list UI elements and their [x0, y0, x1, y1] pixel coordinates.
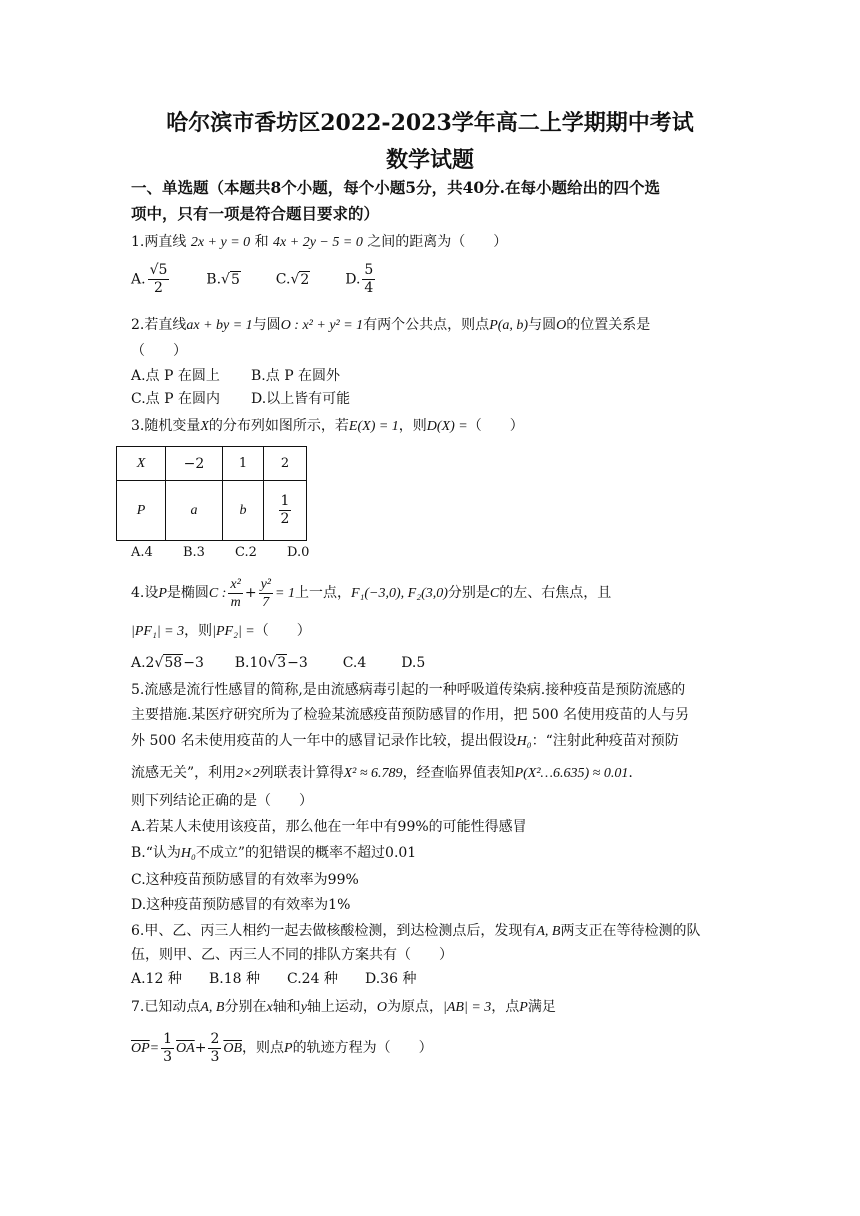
q3-text: 3.随机变量: [131, 418, 201, 434]
q7-text: 7.已知动点: [131, 999, 201, 1015]
fraction-numerator: 1: [280, 493, 290, 509]
q4-line2: [131, 621, 311, 642]
q5-text: 流感无关”，利用: [131, 765, 237, 781]
q4-text: 4.设: [131, 585, 159, 601]
q7-vector-ob: $\overline{OB}$: [223, 1041, 243, 1056]
q4-ellipse-name: C :: [208, 586, 227, 601]
q7-text: 满足: [527, 999, 556, 1015]
q7-text: 轴和: [272, 999, 301, 1015]
q4-choice-a-radicand: 58: [164, 655, 183, 671]
q5-probability: P(X²…6.635) ≈ 0.01: [514, 766, 629, 781]
q4-text: ，则: [184, 623, 213, 639]
q4-choice-b-radicand: 3: [277, 655, 287, 671]
q5-hypothesis: H₀: [180, 846, 196, 861]
q1-choice-b-radicand: 5: [230, 271, 240, 288]
q1-prefix: 1.两直线: [131, 234, 187, 250]
q7-equals: =: [149, 1041, 160, 1056]
q7-y-axis: y: [300, 1000, 307, 1015]
table-row: [117, 481, 307, 541]
q7-point: P: [519, 1000, 528, 1015]
q5-chi-square: X² ≈ 6.789: [343, 766, 403, 781]
q4-choice-a-suffix: −3: [183, 655, 204, 671]
q7-fraction-1: [161, 1031, 174, 1066]
q6-choice-c: C.24 种: [287, 971, 338, 987]
q1-question-text: 之间的距离为（ ）: [367, 234, 508, 250]
q2-choice-a: A.点 P 在圆上: [131, 368, 220, 384]
page-subtitle: 数学试题: [385, 147, 474, 173]
q3-variable: X: [200, 419, 209, 434]
table-cell: a: [166, 481, 223, 541]
q5-table-size: 2×2: [236, 766, 260, 781]
q4-choice-d: D.5: [401, 655, 426, 671]
q5-choice-a: A.若某人未使用该疫苗，那么他在一年中有99%的可能性得感冒: [131, 819, 527, 835]
q5-choice-c: C.这种疫苗预防感冒的有效率为99%: [131, 872, 359, 888]
q4-equals: = 1: [275, 586, 295, 601]
q7-text: ，则点: [242, 1040, 285, 1056]
sqrt-icon: √: [154, 655, 164, 671]
table-cell: −2: [166, 447, 223, 481]
table-cell: b: [223, 481, 264, 541]
fraction-numerator: 1: [163, 1030, 173, 1047]
q3-choice-a: A.4: [131, 545, 153, 560]
q5-line5: 则下列结论正确的是（ ）: [131, 793, 313, 809]
q5-line3: [131, 731, 679, 752]
fraction-denominator: 7: [262, 594, 270, 610]
q1-choice-c-radicand: 2: [300, 271, 310, 288]
q5-choice-d: D.这种疫苗预防感冒的有效率为1%: [131, 897, 351, 913]
q5-text: 不成立”的犯错误的概率不超过0.01: [195, 845, 417, 861]
question-3: [131, 416, 524, 437]
q3-choice-d: D.0: [287, 545, 310, 560]
q6-queues: A, B: [536, 924, 561, 939]
question-4: [131, 575, 611, 612]
q7-text: 为原点，: [387, 999, 444, 1015]
q6-choices: [131, 969, 416, 989]
fraction-denominator: 4: [364, 280, 374, 296]
q3-text: ，则: [398, 418, 427, 434]
q7-line1: [131, 997, 556, 1018]
q7-vector-oa: $\overline{OA}$: [176, 1041, 195, 1056]
q1-choice-c-label: C.: [275, 271, 291, 288]
table-cell: P: [117, 481, 166, 541]
q2-text: 与圆: [252, 317, 281, 333]
q1-conjunction: 和: [254, 234, 269, 250]
q2-paren: （ ）: [131, 343, 187, 359]
q2-text: 2.若直线: [131, 317, 187, 333]
q4-choice-a: A.2: [131, 655, 155, 671]
q2-choice-b: B.点 P 在圆外: [251, 368, 341, 384]
fraction-denominator: 2: [280, 511, 290, 527]
q5-text: .: [628, 765, 633, 781]
fraction-denominator: 2: [154, 280, 163, 296]
q5-hypothesis: H₀: [516, 734, 532, 749]
q2-choices-row1: [131, 366, 340, 386]
q1-choice-a-fraction: [148, 262, 170, 297]
q7-origin: O: [376, 1000, 388, 1015]
question-1: [131, 232, 507, 253]
q4-foci: F₁(−3,0), F₂(3,0): [350, 586, 448, 601]
table-cell: 1: [223, 447, 264, 481]
q4-choice-b-suffix: −3: [287, 655, 308, 671]
q1-line1-equation: 2x + y = 0: [190, 235, 251, 250]
q4-pf2: |PF₂| =: [212, 624, 255, 639]
q5-text: B.“认为: [131, 845, 181, 861]
q2-choice-d: D.以上皆有可能: [251, 391, 351, 407]
q5-text: 外 500 名未使用疫苗的人一年中的感冒记录作比较，提出假设: [131, 733, 517, 749]
q3-choice-b: B.3: [183, 545, 205, 560]
q7-line2: [131, 1030, 433, 1067]
q1-choices: [131, 262, 377, 297]
q7-vector-op: $\overline{OP}$: [131, 1041, 150, 1056]
q1-choice-d-fraction: [362, 262, 375, 297]
q5-text: ：“注射此种疫苗对预防: [531, 733, 679, 749]
q2-text: 有两个公共点，则点: [363, 317, 490, 333]
q7-x-axis: x: [266, 1000, 273, 1015]
q3-choice-c: C.2: [235, 545, 257, 560]
fraction-numerator: 5: [364, 262, 374, 278]
q6-line1: [131, 921, 700, 942]
q2-text: 的位置关系是: [566, 317, 651, 333]
q4-choices: [131, 653, 425, 673]
q5-text: ，经查临界值表知: [402, 765, 515, 781]
fraction-numerator: x²: [230, 576, 241, 592]
q7-ab-length: |AB| = 3: [443, 1000, 492, 1015]
q4-pf1: |PF₁| = 3: [131, 624, 185, 639]
q5-line4: [131, 763, 633, 784]
q4-choice-c: C.4: [342, 655, 367, 671]
distribution-table: [116, 446, 307, 541]
q7-fraction-2: [208, 1031, 221, 1066]
q7-text: 分别在: [224, 999, 267, 1015]
table-row: [117, 447, 307, 481]
q2-circle-name: O: [556, 318, 567, 333]
q2-choices-row2: [131, 389, 350, 409]
page-title: 哈尔滨市香坊区2022-2023学年高二上学期期中考试: [166, 110, 694, 136]
q4-fraction-y: [259, 576, 273, 611]
q7-text: ，点: [491, 999, 520, 1015]
q2-circle-equation: O : x² + y² = 1: [280, 318, 364, 333]
q6-text: 两支正在等待检测的队: [560, 923, 701, 939]
q3-text: 的分布列如图所示，若: [208, 418, 349, 434]
q3-paren: （ ）: [467, 418, 524, 434]
q4-fraction-x: [228, 576, 242, 611]
q4-text: 分别是: [447, 585, 490, 601]
q5-line1: 5.流感是流行性感冒的简称,是由流感病毒引起的一种呼吸道传染病.接种疫苗是预防流感的: [131, 682, 686, 698]
q3-expectation: E(X) = 1: [348, 419, 399, 434]
fraction-denominator: 3: [163, 1048, 173, 1065]
question-2: [131, 315, 650, 336]
q3-choices: [131, 543, 309, 563]
q7-points: A, B: [200, 1000, 225, 1015]
q6-text: 6.甲、乙、丙三人相约一起去做核酸检测，到达检测点后，发现有: [131, 923, 537, 939]
q4-point: P: [158, 586, 167, 601]
fraction-numerator: y²: [260, 576, 271, 592]
q6-line2: 伍，则甲、乙、丙三人不同的排队方案共有（ ）: [131, 947, 453, 963]
q2-choice-c: C.点 P 在圆内: [131, 391, 220, 407]
q1-line2-equation: 4x + 2y − 5 = 0: [273, 235, 363, 250]
section-heading-line1: 一、单选题（本题共8个小题，每个小题5分，共40分.在每小题给出的四个选: [131, 178, 661, 197]
q5-line2: 主要措施.某医疗研究所为了检验某流感疫苗预防感冒的作用，把 500 名使用疫苗的人与另: [131, 707, 690, 723]
table-cell: 2: [264, 447, 307, 481]
q5-choice-b: [131, 843, 416, 864]
sqrt-icon: √: [290, 271, 300, 288]
sqrt-icon: √: [221, 271, 230, 288]
fraction-numerator: 2: [210, 1030, 220, 1047]
q1-choice-d-label: D.: [345, 271, 361, 288]
q4-text: 是椭圆: [166, 585, 209, 601]
q2-line-equation: ax + by = 1: [186, 318, 253, 333]
table-cell: X: [117, 447, 166, 481]
q7-text: 轴上运动，: [306, 999, 377, 1015]
q1-choice-a-label: A.: [131, 271, 146, 288]
q4-choice-b: B.10: [234, 655, 268, 671]
q6-choice-a: A.12 种: [131, 971, 182, 987]
q6-choice-b: B.18 种: [209, 971, 261, 987]
q7-point: P: [284, 1041, 293, 1056]
q3-variance: D(X) =: [426, 419, 468, 434]
q4-text: 的左、右焦点，且: [499, 585, 612, 601]
q2-point: P(a, b): [489, 318, 529, 333]
q1-choice-b-label: B.: [206, 271, 222, 288]
fraction-numerator: √5: [149, 262, 168, 278]
q4-ellipse-ref: C: [489, 586, 500, 601]
table-cell: [264, 481, 307, 541]
section-heading-line2: 项中，只有一项是符合题目要求的）: [131, 204, 380, 223]
q4-text: 上一点，: [294, 585, 351, 601]
q4-plus: +: [244, 585, 257, 601]
q5-text: 列联表计算得: [259, 765, 344, 781]
q7-text: 的轨迹方程为（ ）: [292, 1040, 433, 1056]
fraction-denominator: m: [230, 594, 241, 610]
q6-choice-d: D.36 种: [365, 971, 417, 987]
table-fraction: [279, 493, 292, 528]
q4-paren: （ ）: [254, 623, 311, 639]
sqrt-icon: √: [267, 655, 277, 671]
q7-plus: +: [194, 1040, 207, 1056]
fraction-denominator: 3: [210, 1048, 220, 1065]
q2-text: 与圆: [528, 317, 557, 333]
